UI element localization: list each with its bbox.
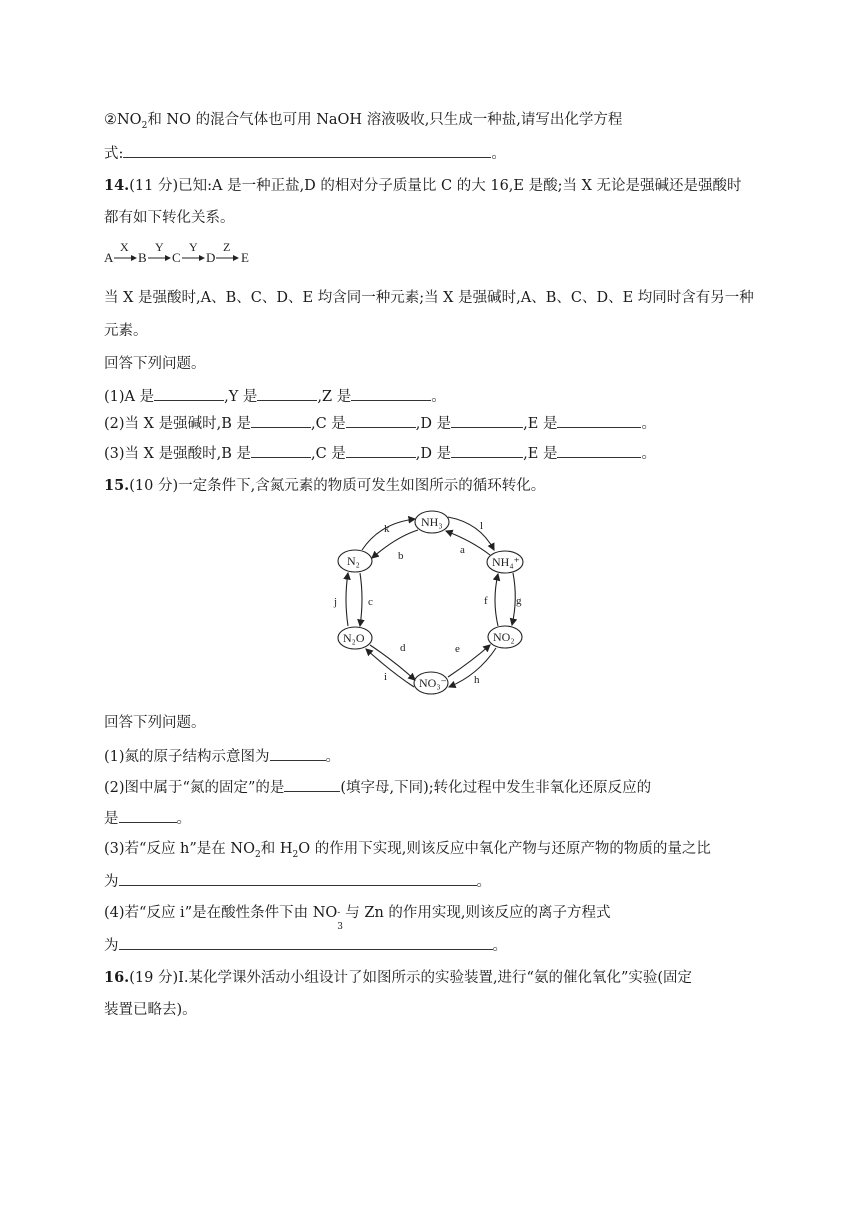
q14-stem: (11 分)已知:A 是一种正盐,D 的相对分子质量比 C 的大 16,E 是酸;当 X 无论是强碱还是强酸时 <box>129 178 742 194</box>
q16-line2: 装置已略去)。 <box>104 1002 197 1018</box>
species-n2: N₂ <box>347 554 360 568</box>
q14-number: 14. <box>104 177 130 194</box>
q13-part2-cont: 式: <box>104 146 124 162</box>
answer-blank[interactable] <box>451 443 523 458</box>
answer-blank[interactable] <box>154 386 224 401</box>
answer-blank[interactable] <box>119 871 477 886</box>
label-h: h <box>474 674 480 686</box>
q15-sub1: (1)氮的原子结构示意图为 。 <box>104 746 340 767</box>
answer-blank[interactable] <box>284 777 340 792</box>
answer-blank[interactable] <box>557 413 641 428</box>
label-j: j <box>334 596 338 608</box>
q14-stem-line2: 都有如下转化关系。 <box>104 210 235 226</box>
answer-blank[interactable] <box>351 386 431 401</box>
q13-part2-mid: 和 NO 的混合气体也可用 NaOH 溶液吸收,只生成一种盐,请写出化学方程 <box>147 112 623 128</box>
q14-condition-line2: 元素。 <box>104 323 148 339</box>
species-n2o: N₂O <box>343 631 365 645</box>
label-g: g <box>516 595 522 607</box>
species-nh3: NH₃ <box>421 515 443 529</box>
arrow-g <box>512 573 515 625</box>
q14-sub1: (1)A 是 ,Y 是 ,Z 是 。 <box>104 386 446 407</box>
label-a: a <box>460 544 465 556</box>
arrow-i <box>366 649 414 687</box>
answer-blank[interactable] <box>451 413 523 428</box>
species-no3: NO₃⁻ <box>419 676 447 690</box>
q14-stem-line1 <box>104 176 742 196</box>
answer-blank[interactable] <box>123 143 491 158</box>
chain-reagent-y1: Y <box>155 240 164 254</box>
arrow-d <box>370 645 415 680</box>
q15-sub4-line1: (4)若“反应 i”是在酸性条件下由 NO - 3 与 Zn 的作用实现,则该反应的离子方程式 <box>104 905 611 932</box>
answer-blank[interactable] <box>119 935 493 950</box>
q13-part2-start: ②NO <box>104 112 142 128</box>
label-d: d <box>400 642 406 654</box>
q15-sub3-line1: (3)若“反应 h”是在 $NO_2$和 $H_2O$ 的作用下实现,则该反应中氧化产物与还原产物的物质的量之比 <box>104 841 711 860</box>
q14-sub3: (3)当 X 是强酸时,B 是 ,C 是 ,D 是 ,E 是 。 <box>104 443 656 464</box>
q14-condition-line1: 当 X 是强酸时,A、B、C、D、E 均含同一种元素;当 X 是强碱时,A、B、C、D、E 均同时含有另一种 <box>104 290 754 306</box>
answer-blank[interactable] <box>346 413 416 428</box>
q15-sub3-line2: 为 。 <box>104 871 491 892</box>
arrow-c <box>360 573 362 626</box>
answer-blank[interactable] <box>557 443 641 458</box>
label-c: c <box>368 596 373 608</box>
label-e: e <box>455 643 460 655</box>
q13-part2-line1: $②NO_2$和 NO 的混合气体也可用 NaOH 溶液吸收,只生成一种盐,请写出化学方程 <box>104 112 623 131</box>
arrow-b <box>372 530 418 558</box>
answer-blank[interactable] <box>346 443 416 458</box>
q14-conversion-chain <box>100 236 260 268</box>
label-b: b <box>398 550 404 562</box>
q16-number: 16. <box>104 969 130 986</box>
chain-reagent-z: Z <box>223 240 231 254</box>
species-nh4: NH₄⁺ <box>492 555 520 569</box>
answer-blank[interactable] <box>270 746 326 761</box>
q15-number: 15. <box>104 477 130 494</box>
answer-blank[interactable] <box>251 443 311 458</box>
q16-line1: 16.(19 分)Ⅰ.某化学课外活动小组设计了如图所示的实验装置,进行“氨的催化氧化”实验(固定 <box>104 969 693 986</box>
chain-node-b: B <box>138 250 147 265</box>
q15-sub2-line1: (2)图中属于“氮的固定”的是 (填字母,下同);转化过程中发生非氧化还原反应的 <box>104 777 651 798</box>
q15-answer-intro: 回答下列问题。 <box>104 715 206 731</box>
nitrogen-cycle-diagram <box>320 505 540 700</box>
q15-stem: 15.(10 分)一定条件下,含氮元素的物质可发生如图所示的循环转化。 <box>104 477 546 494</box>
chain-node-c: C <box>172 250 181 265</box>
species-no2: NO₂ <box>493 630 515 644</box>
chain-reagent-x: X <box>120 240 129 254</box>
q14-answer-intro: 回答下列问题。 <box>104 356 206 372</box>
label-k: k <box>384 523 390 535</box>
chain-node-e: E <box>241 250 249 265</box>
q13-part2-line2: 式: 。 <box>104 143 506 164</box>
arrow-j <box>346 573 348 626</box>
answer-blank[interactable] <box>251 413 311 428</box>
chain-node-d: D <box>206 250 216 265</box>
label-i: i <box>384 671 388 683</box>
chain-node-a: A <box>104 250 114 265</box>
arrow-f <box>495 574 498 626</box>
q15-sub2-line2: 是 。 <box>104 808 191 829</box>
label-l: l <box>480 520 484 532</box>
arrow-l <box>448 517 494 550</box>
answer-blank[interactable] <box>119 808 177 823</box>
label-f: f <box>484 595 488 607</box>
chain-reagent-y2: Y <box>189 240 198 254</box>
answer-blank[interactable] <box>257 386 317 401</box>
q15-sub4-line2: 为 。 <box>104 935 507 956</box>
q14-sub2: (2)当 X 是强碱时,B 是 ,C 是 ,D 是 ,E 是 。 <box>104 413 656 434</box>
